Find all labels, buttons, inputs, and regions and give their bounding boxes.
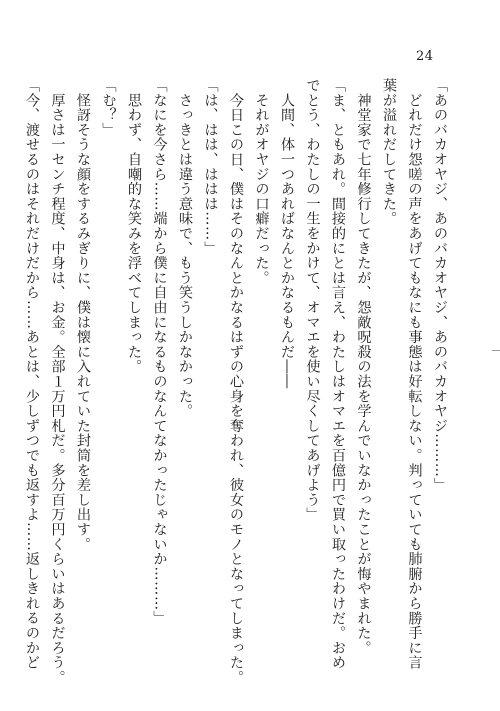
text-line: 今日この日、僕はそのなんとかなるはずの心身を奪われ、彼女のモノとなってしまった。 <box>228 78 244 685</box>
text-line: それがオヤジの口癖だった。 <box>253 78 270 286</box>
text-line: 神堂家で七年修行してきたが、怨敵呪殺の法を学んでいなかったことが悔やまれた。 <box>355 78 372 656</box>
text-line: 「なにを今さら……端から僕に自由になるものなんてなかったじゃないか………」 <box>151 78 168 626</box>
text-line: 「ま、ともあれ。間接的にとは言え、わたしはオマエを百億円で買い取ったわけだ。おめ <box>330 78 346 670</box>
page-number: 24 <box>416 49 434 64</box>
text-line: さっきとは違う意味で、もう笑うしかなかった。 <box>177 78 193 419</box>
text-line: 「は、はは、ははは……」 <box>202 78 219 256</box>
text-line: 人間、体一つあればなんとかなるもんだ―― <box>279 78 295 389</box>
text-line: 「あのバカオヤジ、あのバカオヤジ、あのバカオヤジ………」 <box>432 78 448 493</box>
crop-mark <box>492 350 500 351</box>
text-line: でとう、わたしの一生をかけて、オマエを使い尽くしてあげよう」 <box>304 78 321 522</box>
text-line: 「今、渡せるのはそれだけだから……あとは、少しずつでも返すよ……返しきれるのかど <box>24 78 40 670</box>
text-line: 思わず、自嘲的な笑みを浮べてしまった。 <box>126 78 142 374</box>
vertical-text-block <box>24 78 452 685</box>
text-line: 「む？」 <box>100 78 117 138</box>
text-line: 厚さは一センチ程度、中身は、お金。全部１万円札だ。多分百万円くらいはあるだろう。 <box>49 78 66 685</box>
text-line: 怪訝そうな顔をするみぎりに、僕は懐に入れていた封筒を差し出す。 <box>75 78 91 552</box>
text-line: 葉が溢れだしてきた。 <box>381 78 397 226</box>
text-line: どれだけ怨嗟の声をあげてもなにも事態は好転しない。判っていても肺腑から勝手に言 <box>406 78 423 670</box>
